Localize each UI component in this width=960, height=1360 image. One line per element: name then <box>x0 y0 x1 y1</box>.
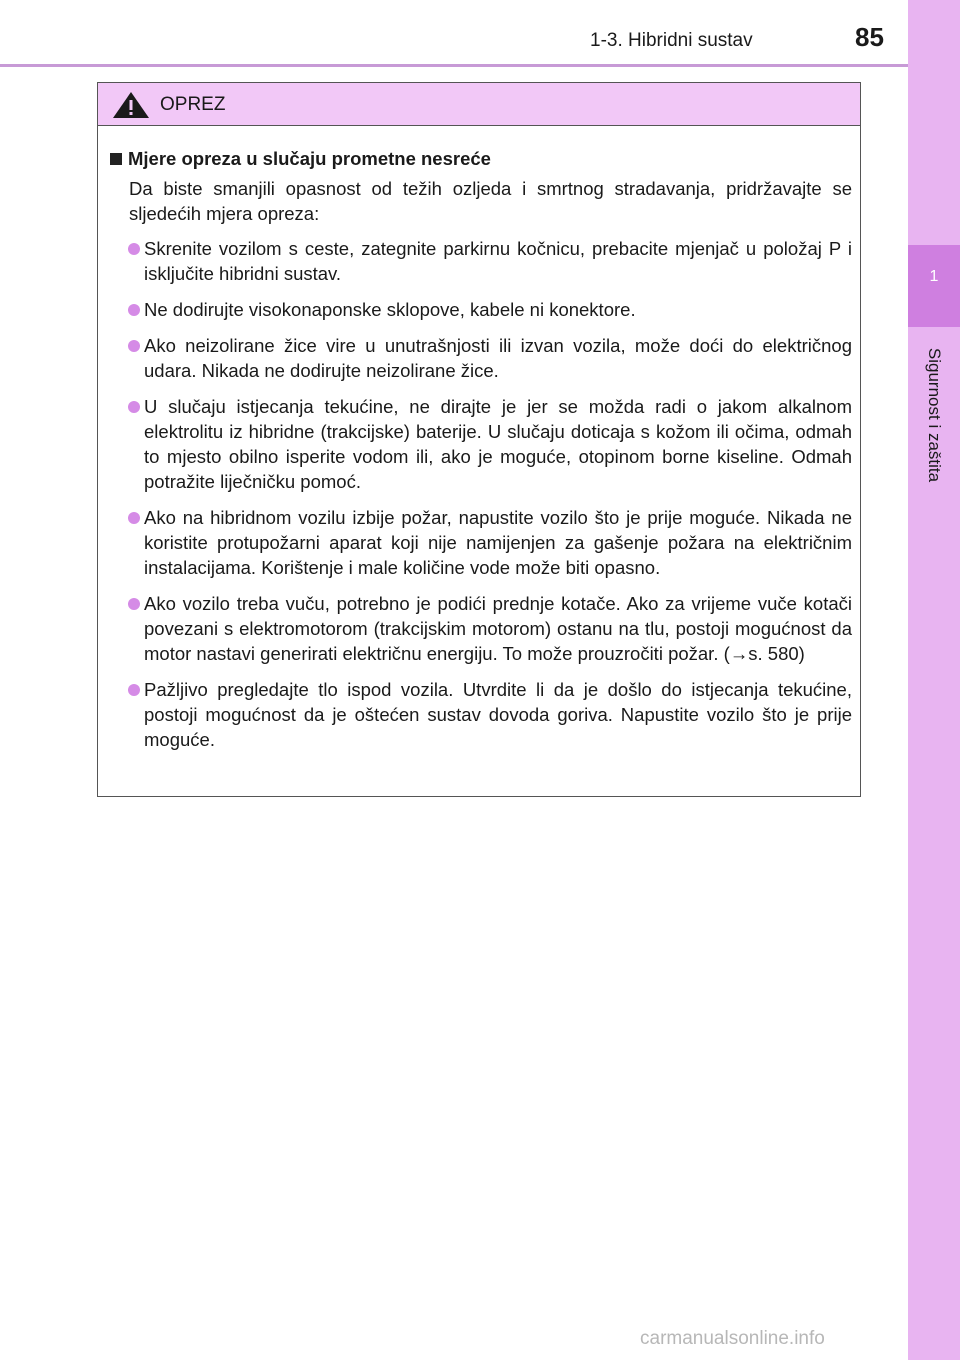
bullet-dot-icon <box>128 401 140 413</box>
square-bullet-icon <box>110 153 122 165</box>
bullet-dot-icon <box>128 598 140 610</box>
caution-heading <box>106 148 852 170</box>
list-item: U slučaju istjecanja tekućine, ne dirajte je jer se možda radi o jakom alkalnom elektrolitu iz hibridne (trakcijske) baterije. U slučaju doticaja s kožom ili očima, odmah to mjesto obilno isperite vodom ili, ako je moguće, otopinom borne kiseline. Odmah potražite liječničku pomoć. <box>106 394 852 494</box>
caution-heading-text: Mjere opreza u slučaju prometne nesreće <box>128 148 491 169</box>
bullet-dot-icon <box>128 243 140 255</box>
caution-box <box>97 82 861 797</box>
caution-header <box>98 83 860 126</box>
warning-triangle-icon <box>112 91 150 119</box>
caution-intro: Da biste smanjili opasnost od težih ozljeda i smrtnog stradavanja, pridržavajte se sljedećih mjera opreza: <box>129 178 852 224</box>
list-item: Ne dodirujte visokonaponske sklopove, kabele ni konektore. <box>106 297 852 322</box>
bullet-dot-icon <box>128 512 140 524</box>
list-item: Ako na hibridnom vozilu izbije požar, napustite vozilo što je prije moguće. Nikada ne koristite protupožarni aparat koji nije namijenjen za gašenje požara na električnim instalacijama. Korištenje i male količine vode može biti opasno. <box>106 505 852 580</box>
list-item: Ako neizolirane žice vire u unutrašnjosti ili izvan vozila, može doći do električnog udara. Nikada ne dodirujte neizolirane žice. <box>106 333 852 383</box>
bullet-dot-icon <box>128 304 140 316</box>
watermark-text: carmanualsonline.info <box>640 1328 825 1349</box>
list-item: Ako vozilo treba vuču, potrebno je podići prednje kotače. Ako za vrijeme vuče kotači povezani s elektromotorom (trakcijskim motorom) ostanu na tlu, postoji mogućnost da motor nastavi generirati električnu energiju. To može prouzročiti požar. (→s. 580) <box>106 591 852 666</box>
header-divider <box>0 64 960 67</box>
caution-body <box>98 126 860 752</box>
caution-list <box>106 236 852 752</box>
chapter-name: Sigurnost i zaštita <box>925 347 944 483</box>
chapter-number-tab <box>908 245 960 327</box>
caution-label: OPREZ <box>160 94 226 115</box>
list-item: Skrenite vozilom s ceste, zategnite parkirnu kočnicu, prebacite mjenjač u položaj P i isključite hibridni sustav. <box>106 236 852 286</box>
section-title: 1-3. Hibridni sustav <box>590 30 753 51</box>
page-number: 85 <box>855 22 884 52</box>
chapter-side-tab <box>908 0 960 1360</box>
list-item: Pažljivo pregledajte tlo ispod vozila. Utvrdite li da je došlo do istjecanja tekućine, postoji mogućnost da je oštećen sustav dovoda goriva. Napustite vozilo što je prije moguće. <box>106 677 852 752</box>
bullet-dot-icon <box>128 340 140 352</box>
chapter-number: 1 <box>929 268 939 285</box>
bullet-dot-icon <box>128 684 140 696</box>
